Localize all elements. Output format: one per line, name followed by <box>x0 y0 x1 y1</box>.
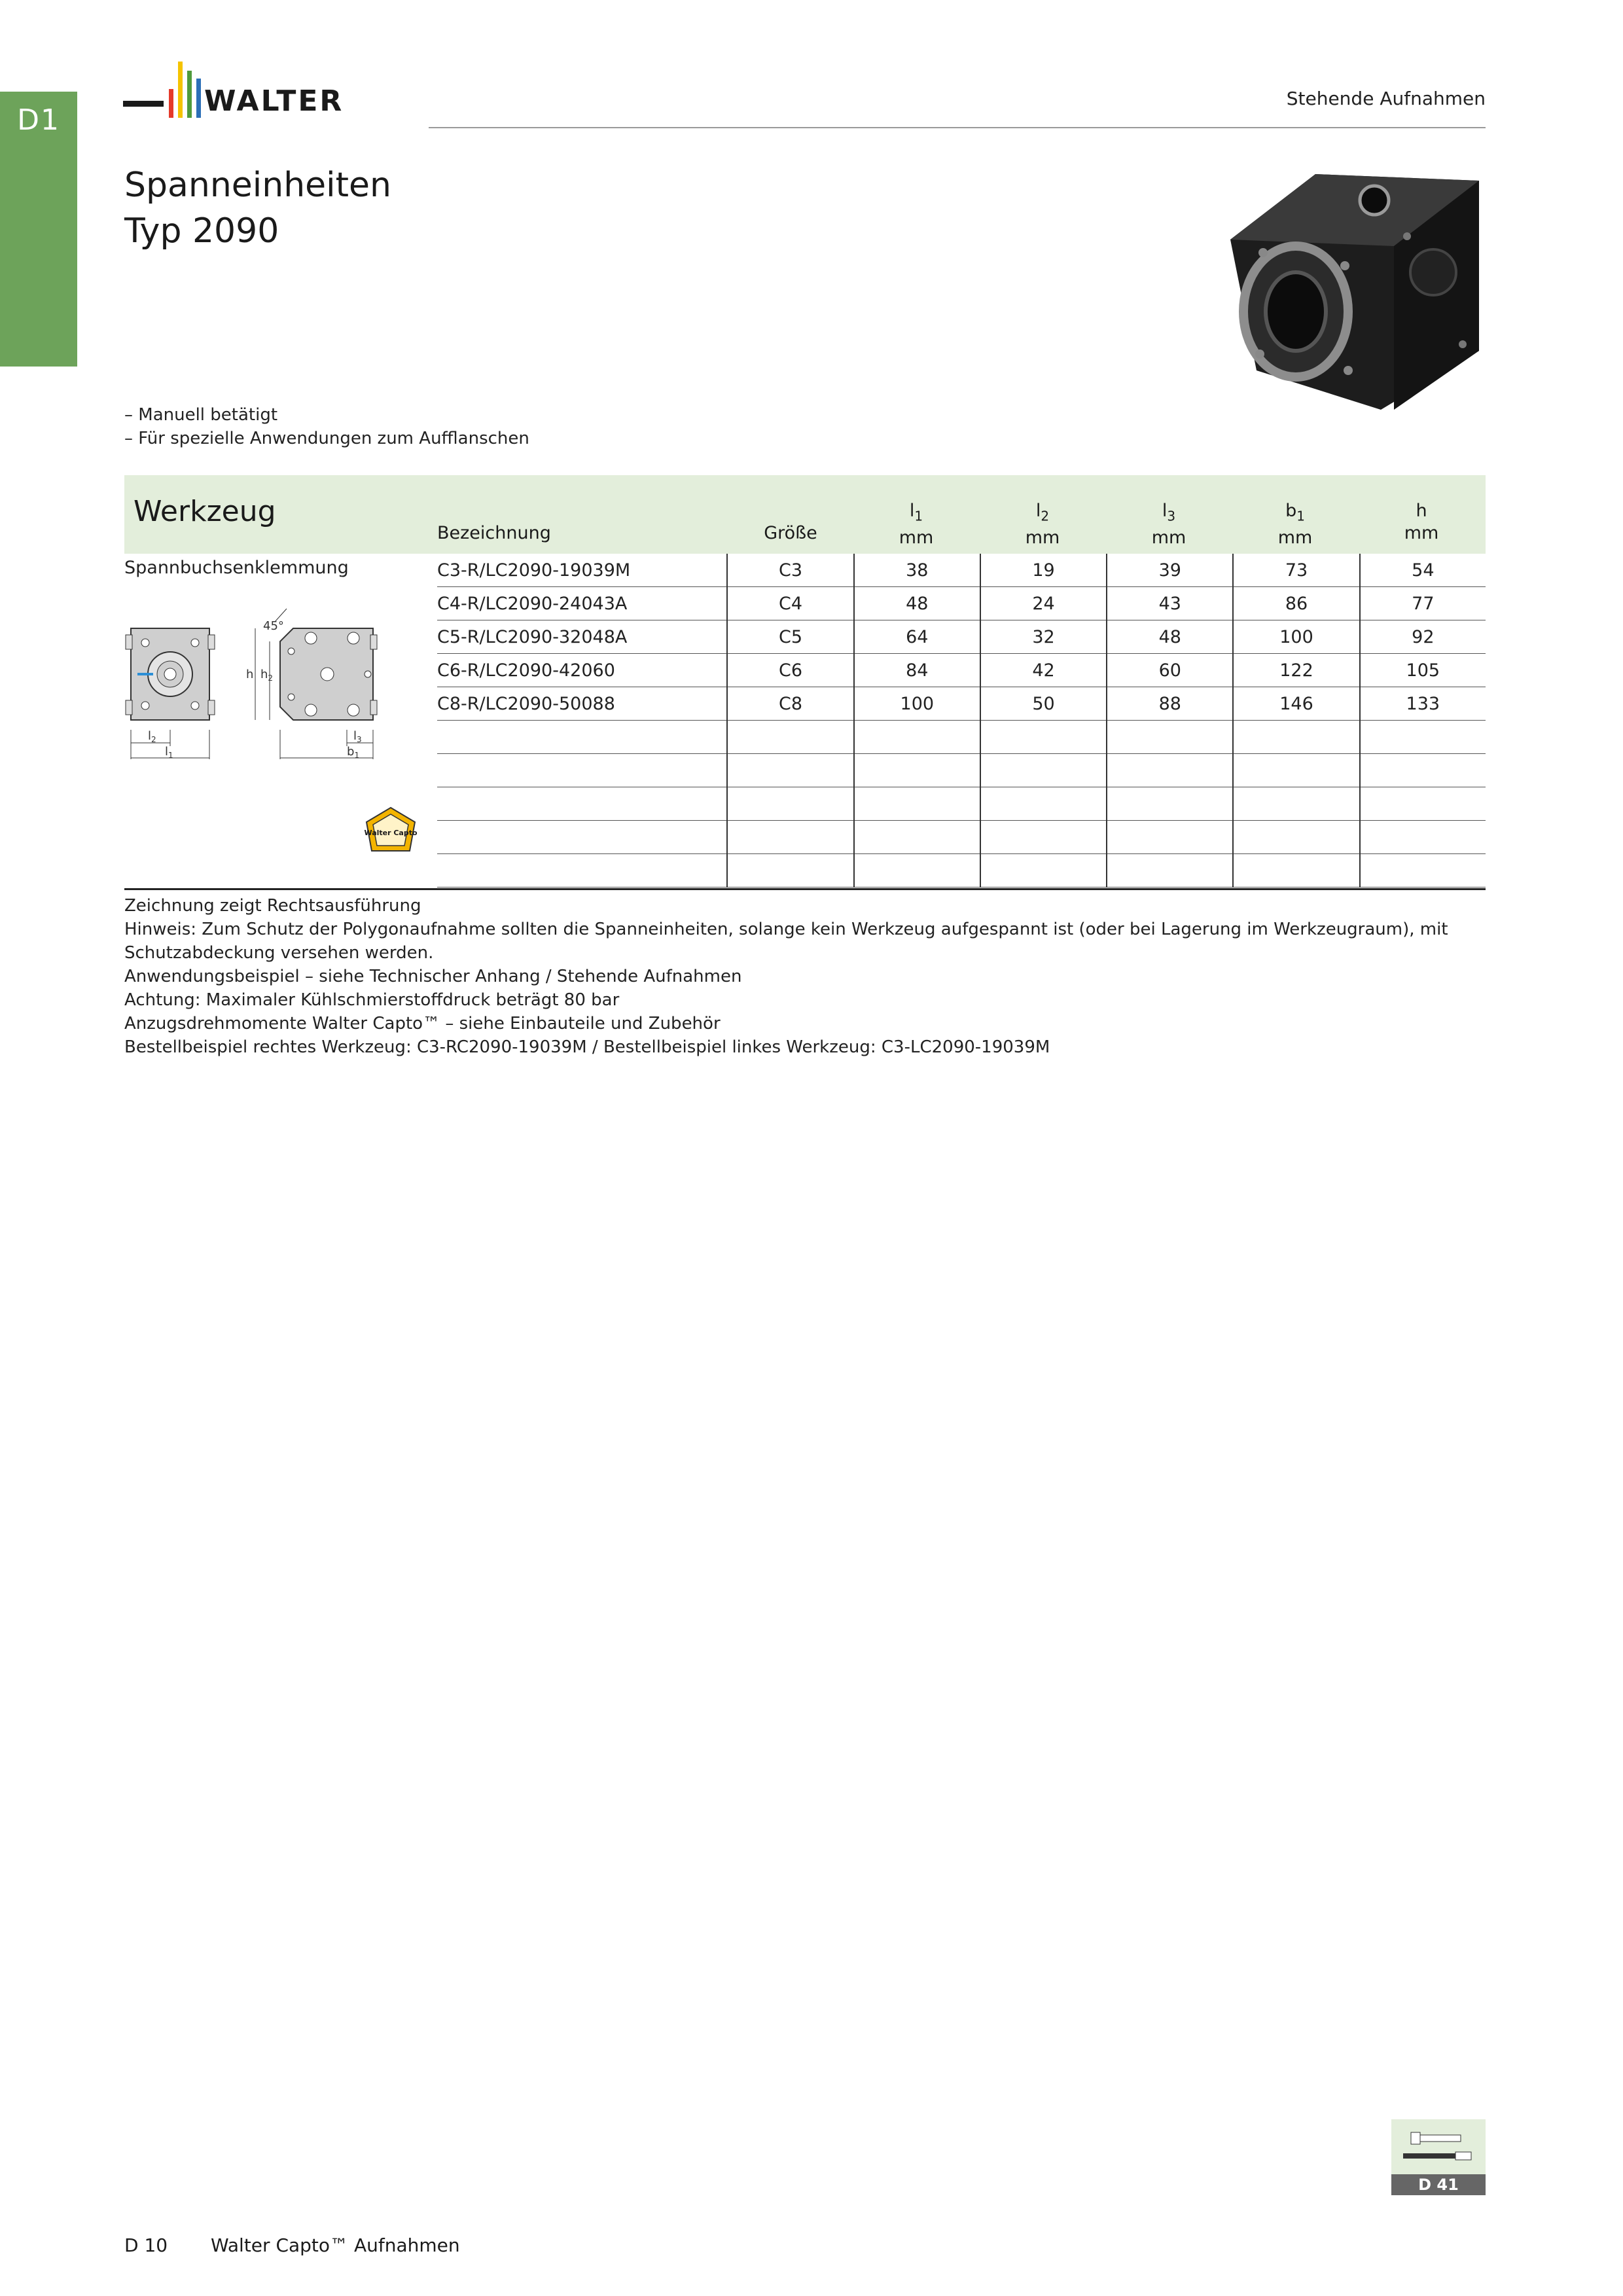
col-header-b1: $b_1$ mm <box>1277 501 1313 548</box>
table-row <box>437 620 1486 654</box>
table-row-empty <box>437 854 1486 888</box>
notes-block <box>124 894 1486 1059</box>
tool-icon <box>1391 2119 1486 2174</box>
cell-l1: 100 <box>854 687 980 721</box>
note-line: Anwendungsbeispiel – siehe Technischer Anhang / Stehende Aufnahmen <box>124 967 742 986</box>
product-photo <box>1217 154 1492 416</box>
svg-text:b1: $b_1$ <box>347 745 360 760</box>
cell-l1: 64 <box>854 620 980 654</box>
col-header-h: h mm <box>1404 501 1439 543</box>
dim-label-h2: h <box>260 668 268 681</box>
cross-reference-label[interactable]: D 41 <box>1391 2174 1486 2195</box>
cell-l2: 24 <box>980 587 1107 620</box>
cell-size: C4 <box>727 587 853 620</box>
note-line: Bestellbeispiel rechtes Werkzeug: C3-RC2090-19039M / Bestellbeispiel linkes Werkzeug: C3-LC2090-19039M <box>124 1037 1050 1057</box>
table-bottom-rule <box>124 888 1486 890</box>
cell-l2: 42 <box>980 654 1107 687</box>
feature-item: – Für spezielle Anwendungen zum Aufflanschen <box>124 429 529 448</box>
cell-size: C5 <box>727 620 853 654</box>
header-divider <box>429 127 1486 128</box>
page-title <box>124 162 391 254</box>
cell-code: C6-R/LC2090-42060 <box>437 654 727 687</box>
svg-text:l1: $l_1$ <box>165 745 173 760</box>
col-header-l1: $l_1$ mm <box>899 501 934 548</box>
cell-l2: 32 <box>980 620 1107 654</box>
cell-b1: 122 <box>1233 654 1359 687</box>
walter-capto-badge <box>364 805 418 859</box>
cell-h: 92 <box>1360 620 1486 654</box>
cell-code: C3-R/LC2090-19039M <box>437 554 727 587</box>
header-category: Stehende Aufnahmen <box>1286 88 1486 109</box>
feature-list <box>124 403 529 450</box>
table-row-empty <box>437 787 1486 821</box>
capto-badge-text: Walter Capto <box>364 829 418 837</box>
dim-label-l3: l <box>353 729 357 743</box>
walter-logo <box>123 60 398 132</box>
dim-label-h: h <box>246 668 254 681</box>
brand-wordmark: WALTER <box>204 84 344 118</box>
cell-l1: 38 <box>854 554 980 587</box>
cell-b1: 86 <box>1233 587 1359 620</box>
col-header-groesse: Größe <box>764 523 817 543</box>
cell-b1: 73 <box>1233 554 1359 587</box>
cell-l3: 39 <box>1107 554 1233 587</box>
note-line: Achtung: Maximaler Kühlschmierstoffdruck beträgt 80 bar <box>124 990 620 1010</box>
svg-text:l2: $l_2$ <box>148 729 156 744</box>
feature-item: – Manuell betätigt <box>124 405 278 425</box>
cell-b1: 146 <box>1233 687 1359 721</box>
cell-h: 54 <box>1360 554 1486 587</box>
cell-code: C4-R/LC2090-24043A <box>437 587 727 620</box>
cell-l1: 84 <box>854 654 980 687</box>
table-row <box>437 587 1486 620</box>
cell-size: C3 <box>727 554 853 587</box>
cell-l3: 48 <box>1107 620 1233 654</box>
cell-code: C5-R/LC2090-32048A <box>437 620 727 654</box>
table-row-empty <box>437 754 1486 787</box>
note-line: Anzugsdrehmomente Walter Capto™ – siehe Einbauteile und Zubehör <box>124 1014 721 1033</box>
cell-h: 77 <box>1360 587 1486 620</box>
footer-title: Walter Capto™ Aufnahmen <box>211 2234 460 2256</box>
dim-label-l1: l <box>165 745 169 759</box>
cell-h: 105 <box>1360 654 1486 687</box>
technical-drawing <box>124 589 425 772</box>
title-line-2: Typ 2090 <box>124 211 279 251</box>
cell-l1: 48 <box>854 587 980 620</box>
col-header-l3: $l_3$ mm <box>1151 501 1186 548</box>
cell-size: C8 <box>727 687 853 721</box>
svg-text:l3: $l_3$ <box>353 729 362 744</box>
dim-label-b1: b <box>347 745 355 759</box>
cell-code: C8-R/LC2090-50088 <box>437 687 727 721</box>
title-line-1: Spanneinheiten <box>124 166 391 205</box>
dim-label-angle: 45° <box>263 619 284 633</box>
cell-h: 133 <box>1360 687 1486 721</box>
section-tab-label: D1 <box>17 103 60 137</box>
table-section-title: Werkzeug <box>134 495 276 528</box>
svg-text:h2: $h_2$ <box>260 668 274 683</box>
col-header-l2: $l_2$ mm <box>1025 501 1060 548</box>
note-line: Zeichnung zeigt Rechtsausführung <box>124 896 421 916</box>
table-row <box>437 554 1486 587</box>
cell-l3: 60 <box>1107 654 1233 687</box>
cell-size: C6 <box>727 654 853 687</box>
table-row <box>437 654 1486 687</box>
data-table <box>437 554 1486 888</box>
col-header-bezeichnung: Bezeichnung <box>437 523 551 543</box>
page-number: D 10 <box>124 2234 168 2256</box>
dim-label-l2: l <box>148 729 152 743</box>
cell-l3: 88 <box>1107 687 1233 721</box>
cell-b1: 100 <box>1233 620 1359 654</box>
table-row-empty <box>437 821 1486 854</box>
note-line: Hinweis: Zum Schutz der Polygonaufnahme sollten die Spanneinheiten, solange kein Werkzeug aufgespannt ist (oder bei Lagerung im Werkzeugraum), mit Schutzabdeckung versehen werden. <box>124 920 1448 963</box>
table-row-empty <box>437 721 1486 754</box>
row-group-label: Spannbuchsenklemmung <box>124 558 349 578</box>
cell-l2: 19 <box>980 554 1107 587</box>
cell-l2: 50 <box>980 687 1107 721</box>
cell-l3: 43 <box>1107 587 1233 620</box>
section-tab[interactable] <box>0 92 77 367</box>
table-row <box>437 687 1486 721</box>
